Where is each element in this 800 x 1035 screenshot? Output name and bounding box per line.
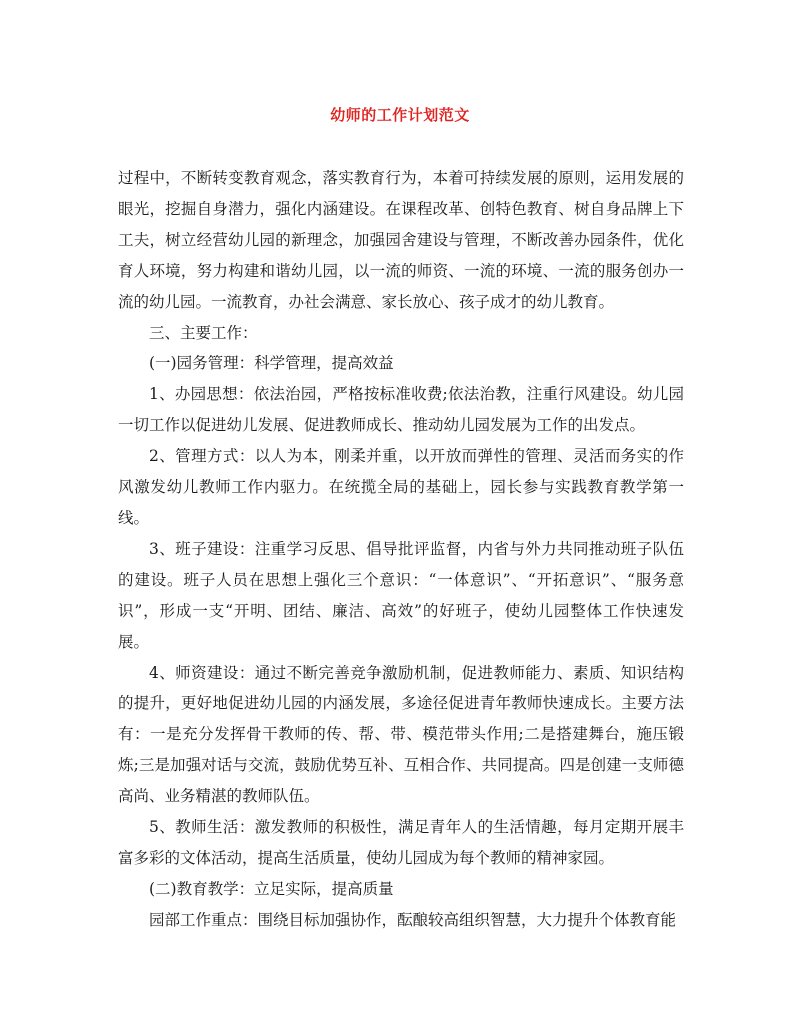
paragraph-item-3: 3、班子建设：注重学习反思、倡导批评监督，内省与外力共同推动班子队伍的建设。班子人员在思想上强化三个意识：“一体意识”、“开拓意识”、“服务意识”，形成一支“开明、团结、廉洁、高效”的好班子，使幼儿园整体工作快速发展。 [118, 539, 684, 651]
paragraph-intro: 过程中，不断转变教育观念，落实教育行为，本着可持续发展的原则，运用发展的眼光，挖掘自身潜力，强化内涵建设。在课程改革、创特色教育、树自身品牌上下工夫，树立经营幼儿园的新理念，加强园舍建设与管理，不断改善办园条件，优化育人环境，努力构建和谐幼儿园，以一流的师资、一流的环境、一流的服务创办一流的幼儿园。一流教育，办社会满意、家长放心、孩子成才的幼儿教育。 [118, 169, 684, 311]
subsection-heading-teaching: (二)教育教学：立足实际，提高质量 [149, 879, 394, 898]
paragraph-item-1: 1、办园思想：依法治园，严格按标准收费;依法治教，注重行风建设。幼儿园一切工作以促进幼儿发展、促进教师成长、推动幼儿园发展为工作的出发点。 [118, 385, 684, 435]
section-heading-main-work: 三、主要工作： [149, 323, 258, 342]
document-title: 幼师的工作计划范文 [330, 106, 470, 124]
paragraph-item-2: 2、管理方式：以人为本，刚柔并重，以开放而弹性的管理、灵活而务实的作风激发幼儿教师工作内驱力。在统揽全局的基础上，园长参与实践教育教学第一线。 [118, 447, 684, 527]
paragraph-item-4: 4、师资建设：通过不断完善竞争激励机制，促进教师能力、素质、知识结构的提升，更好地促进幼儿园的内涵发展，多途径促进青年教师快速成长。主要方法有：一是充分发挥骨干教师的传、帮、带、模范带头作用;二是搭建舞台，施压锻炼;三是加强对话与交流，鼓励优势互补、互相合作、共同提高。四是创建一支师德高尚、业务精湛的教师队伍。 [118, 663, 684, 806]
paragraph-item-5: 5、教师生活：激发教师的积极性，满足青年人的生活情趣，每月定期开展丰富多彩的文体活动，提高生活质量，使幼儿园成为每个教师的精神家园。 [118, 818, 684, 867]
subsection-heading-management: (一)园务管理：科学管理，提高效益 [149, 354, 394, 373]
paragraph-focus: 园部工作重点：围绕目标加强协作，酝酿较高组织智慧，大力提升个体教育能 [149, 910, 677, 929]
document-body [118, 163, 684, 936]
